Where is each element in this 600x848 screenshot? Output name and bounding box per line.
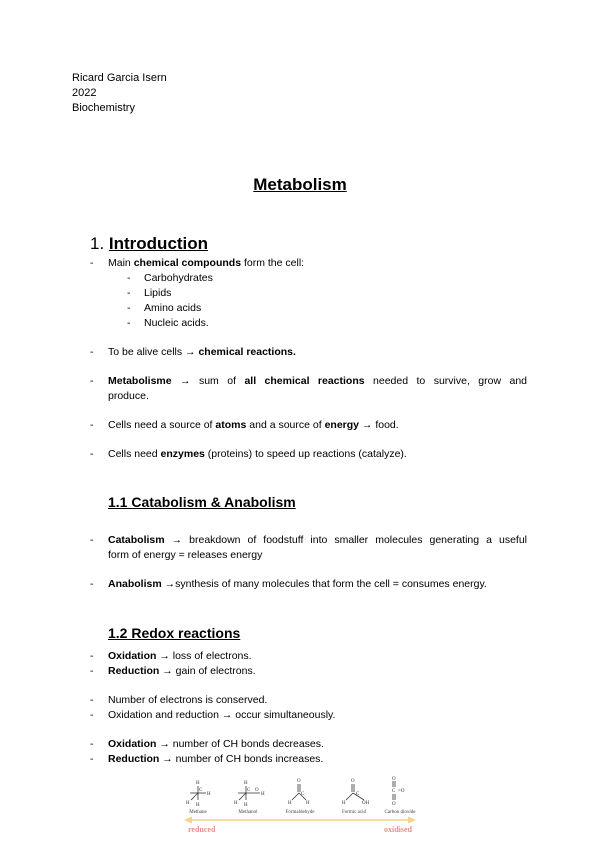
compound-label: Nucleic acids. — [144, 317, 209, 329]
formic-acid-structure — [346, 784, 364, 800]
bullet-dash: - — [90, 694, 94, 706]
bold-text: Anabolism — [108, 578, 162, 590]
molecule-name-methane: Methane — [189, 810, 207, 815]
bold-text: Catabolism — [108, 534, 165, 546]
bold-text: Reduction — [108, 753, 160, 765]
bold-text: all chemical reactions — [244, 375, 365, 387]
section-title: Introduction — [108, 234, 209, 253]
bullet-dash: - — [90, 346, 94, 358]
atom-label: C — [199, 788, 203, 793]
author-name: Ricard Garcia Isern — [72, 72, 167, 84]
atom-label: H — [207, 792, 211, 797]
carbon-dioxide-atoms — [392, 777, 405, 807]
text: Number of electrons is conserved. — [108, 694, 268, 706]
bold-text: enzymes — [160, 448, 205, 460]
atom-label: H — [234, 801, 238, 806]
atom-label: C — [356, 792, 360, 797]
text: → number of CH bonds decreases. — [156, 738, 324, 750]
bold-text: Reduction — [108, 665, 160, 677]
bullet-dash: - — [127, 287, 131, 299]
bold-text: Metabolisme — [108, 375, 172, 387]
text: (proteins) to speed up reactions (catalyze). — [204, 448, 407, 460]
oxidised-label: oxidised — [383, 825, 412, 834]
text: form of energy = releases energy — [108, 549, 263, 561]
atom-label: H — [196, 803, 200, 808]
text: and a source of — [246, 419, 325, 431]
section-heading-catabolism-anabolism: 1.1 Catabolism & Anabolism — [108, 494, 296, 510]
bullet-dash: - — [127, 317, 131, 329]
bullet-dash: - — [90, 257, 94, 269]
redox-double-arrow — [184, 817, 416, 824]
atom-label: O — [297, 779, 301, 784]
text: Cells need a source of — [108, 419, 216, 431]
molecule-name-formaldehyde: Formaldehyde — [285, 810, 315, 815]
molecule-name-methanol: Methanol — [238, 810, 258, 815]
text: →synthesis of many molecules that form the cell = consumes energy. — [161, 578, 487, 590]
atom-label: O — [392, 802, 396, 807]
text: form the cell: — [241, 257, 305, 269]
bold-text: chemical compounds — [133, 257, 242, 269]
section-number: 1. — [90, 234, 109, 253]
text: Oxidation and reduction → occur simultaneously. — [108, 709, 336, 721]
bullet-dash: - — [127, 302, 131, 314]
reduced-label: reduced — [188, 825, 216, 834]
atom-label: H — [342, 801, 346, 806]
bullet-dash: - — [90, 709, 94, 721]
document-subject: Biochemistry — [72, 102, 135, 114]
atom-label: H — [244, 781, 248, 786]
text: → number of CH bonds increases. — [159, 753, 324, 765]
atom-label: H — [244, 803, 248, 808]
text: needed to survive, grow and — [364, 375, 528, 387]
text: → gain of electrons. — [159, 665, 256, 677]
section-heading-redox: 1.2 Redox reactions — [108, 625, 241, 641]
bold-text: atoms — [215, 419, 247, 431]
page-title: Metabolism — [253, 175, 347, 194]
formic-acid-atoms — [342, 779, 370, 806]
methane-structure — [190, 786, 206, 800]
compound-label: Amino acids — [144, 302, 202, 314]
document-header — [72, 71, 167, 116]
bold-text: chemical reactions. — [198, 346, 296, 358]
text: To be alive cells → — [108, 346, 199, 358]
atom-label: H — [186, 801, 190, 806]
text: produce. — [108, 390, 149, 402]
text: → food. — [359, 419, 399, 431]
text: → breakdown of foodstuff into smaller molecules generating a useful — [164, 534, 527, 546]
atom-label: H — [306, 801, 310, 806]
bullet-dash: - — [90, 650, 94, 662]
methanol-atoms — [234, 781, 265, 808]
text: → sum of — [171, 375, 245, 387]
bullet-dash: - — [90, 738, 94, 750]
section-heading-introduction — [90, 234, 208, 254]
bullet-dash: - — [90, 578, 94, 590]
bullet-dash: - — [90, 665, 94, 677]
atom-label: H — [288, 801, 292, 806]
document-year: 2022 — [72, 87, 97, 99]
bullet-dash: - — [90, 534, 94, 546]
atom-label: C — [392, 789, 396, 794]
bold-text: energy — [324, 419, 359, 431]
bold-text: Oxidation — [108, 738, 157, 750]
bullet-dash: - — [90, 419, 94, 431]
molecule-name-formic-acid: Formic acid — [341, 810, 367, 815]
bullet-dash: - — [90, 375, 94, 387]
bullet-dash: - — [90, 753, 94, 765]
atom-label: O — [392, 777, 396, 782]
molecule-name-carbon-dioxide: Carbon dioxide — [384, 810, 416, 815]
text: → loss of electrons. — [156, 650, 252, 662]
atom-label: =O — [398, 789, 405, 794]
bullet-dash: - — [127, 272, 131, 284]
atom-label: OH — [362, 801, 370, 806]
methane-atoms — [186, 781, 211, 808]
compound-label: Lipids — [144, 287, 172, 299]
bold-text: Oxidation — [108, 650, 157, 662]
text: Main — [108, 257, 134, 269]
bullet-dash: - — [90, 448, 94, 460]
compound-label: Carbohydrates — [144, 272, 213, 284]
atom-label: C — [247, 788, 251, 793]
formaldehyde-atoms — [288, 779, 310, 806]
text: Cells need — [108, 448, 161, 460]
redox-molecules-figure — [180, 776, 420, 838]
atom-label: C — [301, 792, 305, 797]
atom-label: O — [351, 779, 355, 784]
atom-label: H — [261, 792, 265, 797]
atom-label: O — [255, 788, 259, 793]
atom-label: H — [196, 781, 200, 786]
